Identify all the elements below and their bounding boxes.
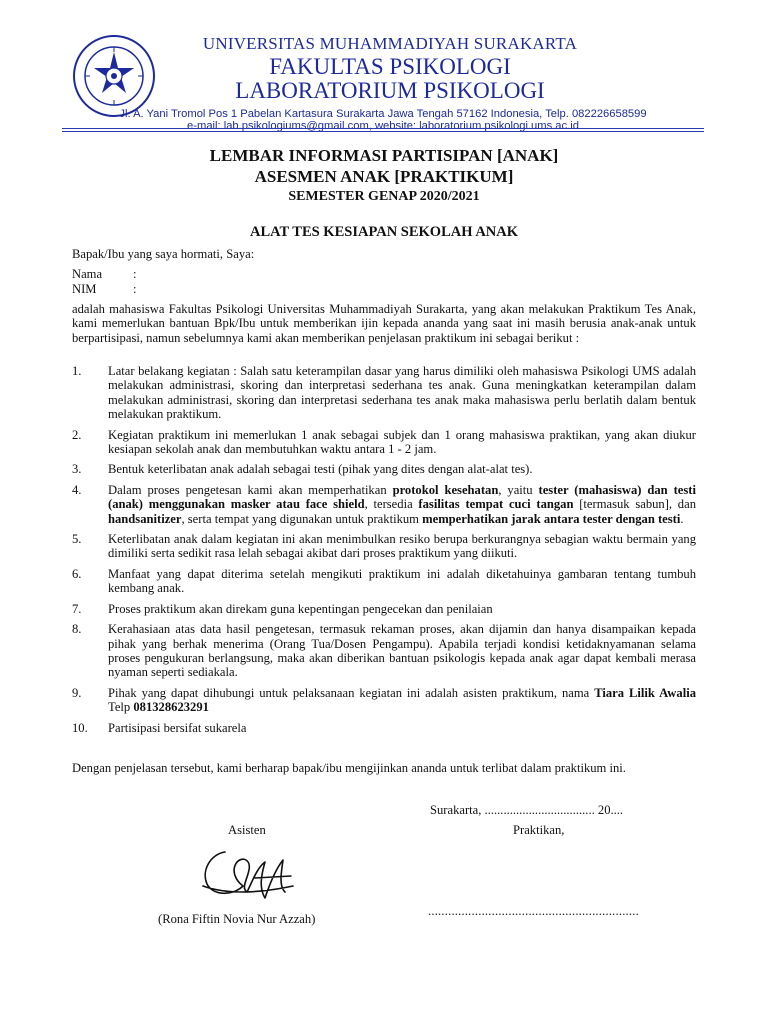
greeting: Bapak/Ibu yang saya hormati, Saya: xyxy=(72,247,255,261)
list-item: 6. Manfaat yang dapat diterima setelah mengikuti praktikum ini adalah diketahuinya gambaran tentang tumbuh kembang anak. xyxy=(72,566,696,596)
contact-line: e-mail: lab.psikologiums@gmail.com, website: laboratorium.psikologi.ums.ac.id xyxy=(187,120,579,132)
list-item: 10. Partisipasi bersifat sukarela xyxy=(72,720,247,735)
nama-label: Nama xyxy=(72,267,103,281)
place-date: Surakarta, ................................... 20.... xyxy=(430,803,624,817)
information-list xyxy=(72,364,696,735)
list-item: 8. Kerahasiaan atas data hasil pengetesan, termasuk rekaman proses, akan dijamin dan hanya disampaikan kepada pihak yang berhak menerima (Orang Tua/Dosen Pengampu). Apabila terjadi kondisi ketidaknyamanan selama proses pengukuran berlangsung, maka akan diberikan bantuan psikologis kepada anak agar dapat kembali merasa nyaman seperti sediakala. xyxy=(72,622,696,680)
test-title: ALAT TES KESIAPAN SEKOLAH ANAK xyxy=(249,224,519,240)
header-rule xyxy=(62,128,704,129)
list-item: 9. Pihak yang dapat dihubungi untuk pelaksanaan kegiatan ini adalah asisten praktikum, nama Tiara Lilik Awalia Telp 081328623291 xyxy=(72,685,696,715)
list-item: 4. Dalam proses pengetesan kami akan memperhatikan protokol kesehatan, yaitu tester (mahasiswa) dan testi (anak) menggunakan masker atau face shield, tersedia fasilitas tempat cuci tangan [termasuk sabun], dan handsanitizer, serta tempat yang digunakan untuk praktikum memperhatikan jarak antara tester dengan testi. xyxy=(72,482,696,526)
praktikan-label: Praktikan, xyxy=(513,823,565,837)
nim-label: NIM xyxy=(72,282,97,296)
university-name: UNIVERSITAS MUHAMMADIYAH SURAKARTA xyxy=(202,34,578,53)
intro-paragraph: adalah mahasiswa Fakultas Psikologi Universitas Muhammadiyah Surakarta, yang akan melakukan Praktikum Tes Anak, kami memerlukan bantuan Bpk/Ibu untuk memberikan ijin kepada ananda yang saat ini masih berusia anak-anak untuk berpartisipasi, namun sebelumnya kami akan memberikan penjelasan praktikum ini sebagai berikut : xyxy=(72,302,696,345)
document-subtitle: ASESMEN ANAK [PRAKTIKUM] xyxy=(254,167,514,186)
list-item: 2. Kegiatan praktikum ini memerlukan 1 anak sebagai subjek dan 1 orang mahasiswa praktikan, yang akan diukur kesiapan sekolah anak dan membutuhkan waktu antara 1 - 2 jam. xyxy=(72,427,696,457)
address-line: Jl. A. Yani Tromol Pos 1 Pabelan Kartasura Surakarta Jawa Tengah 57162 Indonesia, Telp. 082226658599 xyxy=(119,108,647,120)
praktikan-signature-line: ............................................................... xyxy=(428,904,639,918)
faculty-name: FAKULTAS PSIKOLOGI xyxy=(269,54,511,79)
list-item: 3. Bentuk keterlibatan anak adalah sebagai testi (pihak yang dites dengan alat-alat tes). xyxy=(72,462,533,477)
list-item: 5. Keterlibatan anak dalam kegiatan ini akan menimbulkan resiko berupa berkurangnya sebagian waktu bermain yang dimiliki serta sedikit rasa lelah sebagai akibat dari proses praktikum yang diikuti. xyxy=(72,532,696,561)
list-item: 7. Proses praktikum akan direkam guna kepentingan pengecekan dan penilaian xyxy=(72,601,493,616)
letterhead xyxy=(0,24,768,104)
nama-colon: : xyxy=(133,267,137,281)
list-item: 1. Latar belakang kegiatan : Salah satu keterampilan dasar yang harus dimiliki oleh mahasiswa Psikologi UMS adalah melakukan administrasi, skoring dan interpretasi sederhana tes anak. Guna meningkatkan keterampilan dalam melakukan administrasi, skoring dan interpretasi sederhana tes anak maka mahasiswa perlu berlatih dalam bentuk melakukan praktikum. xyxy=(72,364,696,422)
document-title: LEMBAR INFORMASI PARTISIPAN [ANAK] xyxy=(209,146,559,165)
asisten-name: (Rona Fiftin Novia Nur Azzah) xyxy=(158,912,316,926)
nim-colon: : xyxy=(133,282,137,296)
header-rule-thin xyxy=(62,131,704,132)
semester-title: SEMESTER GENAP 2020/2021 xyxy=(288,189,480,204)
closing-paragraph: Dengan penjelasan tersebut, kami berharap bapak/ibu mengijinkan ananda untuk terlibat dalam praktikum ini. xyxy=(72,761,626,775)
signature-icon xyxy=(195,840,305,910)
asisten-label: Asisten xyxy=(228,823,266,837)
lab-name: LABORATORIUM PSIKOLOGI xyxy=(235,78,545,103)
